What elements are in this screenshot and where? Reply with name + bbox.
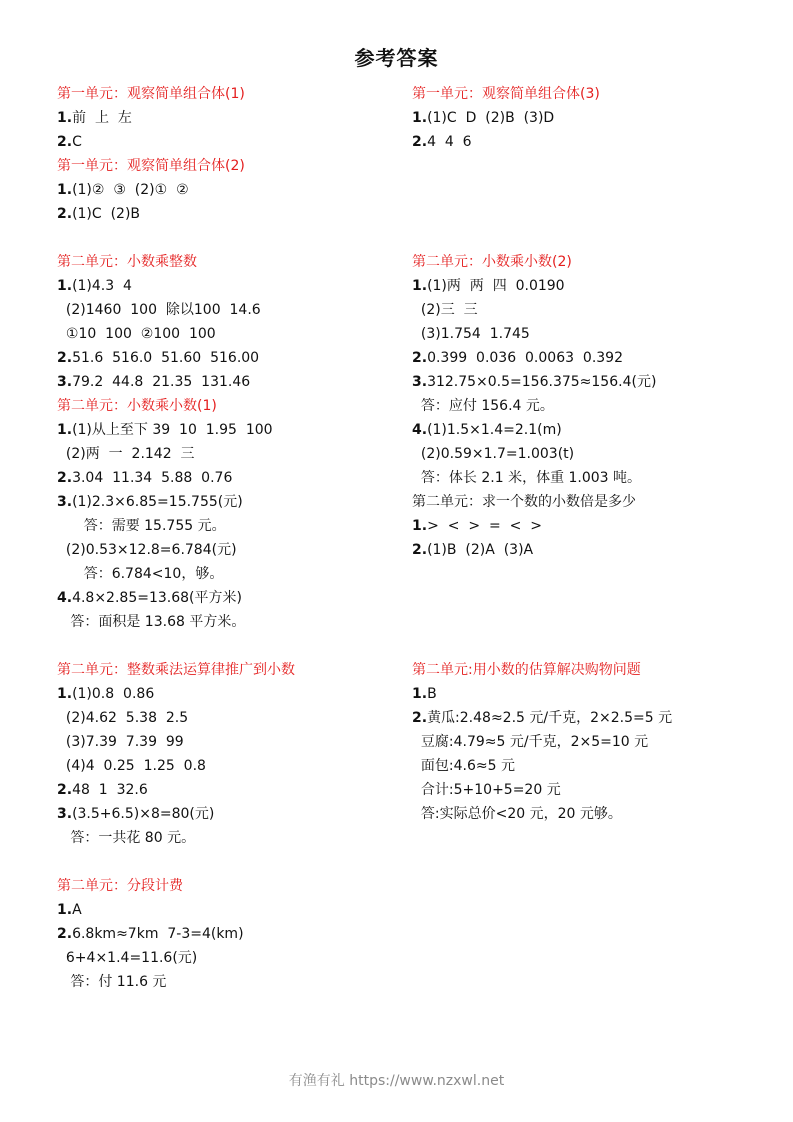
question-number: 1. xyxy=(57,686,73,702)
answer-line xyxy=(412,538,656,562)
section-heading xyxy=(57,82,245,106)
question-number: 4. xyxy=(412,422,428,438)
question-number: 2. xyxy=(57,782,73,798)
answer-text: (3.5+6.5)×8=80(元) xyxy=(72,806,215,822)
answer-line xyxy=(412,322,656,346)
answer-text: (2)两 一 2.142 三 xyxy=(57,446,195,462)
question-number: 1. xyxy=(57,182,73,198)
section-heading xyxy=(57,394,273,418)
question-number: 3. xyxy=(57,494,73,510)
answer-line xyxy=(57,490,273,514)
question-number: 1. xyxy=(57,110,73,126)
heading-text: 第二单元：整数乘法运算律推广到小数 xyxy=(57,662,295,678)
answer-text: A xyxy=(72,902,82,918)
answer-line xyxy=(57,754,295,778)
question-number: 4. xyxy=(57,590,73,606)
answer-line xyxy=(412,370,656,394)
question-number: 1. xyxy=(57,902,73,918)
answer-text: 答：需要 15.755 元。 xyxy=(57,518,226,534)
answer-text: (1)4.3 4 xyxy=(72,278,132,294)
heading-text: 第一单元：观察简单组合体(3) xyxy=(412,86,600,102)
answer-section xyxy=(57,874,244,994)
answer-text: 6.8km≈7km 7-3=4(km) xyxy=(72,926,244,942)
answer-text: (2)三 三 xyxy=(412,302,478,318)
answer-text: 答：一共花 80 元。 xyxy=(57,830,196,846)
answer-text: 3.04 11.34 5.88 0.76 xyxy=(72,470,233,486)
footer-watermark: 有渔有礼 https://www.nzxwl.net xyxy=(288,1073,505,1089)
answer-line xyxy=(57,298,273,322)
answer-line xyxy=(57,442,273,466)
question-number: 3. xyxy=(412,374,428,390)
question-number: 2. xyxy=(57,206,73,222)
answer-section xyxy=(57,82,245,226)
answer-line xyxy=(57,562,273,586)
question-number: 1. xyxy=(412,518,428,534)
answer-line xyxy=(57,946,244,970)
answer-line xyxy=(57,202,245,226)
heading-text: 第一单元：观察简单组合体(1) xyxy=(57,86,245,102)
answer-line xyxy=(57,178,245,202)
section-heading xyxy=(57,658,295,682)
section-heading xyxy=(57,250,273,274)
answer-line xyxy=(57,586,273,610)
answer-section xyxy=(412,658,672,826)
answer-text: (2)4.62 5.38 2.5 xyxy=(57,710,189,726)
answer-text: ①10 100 ②100 100 xyxy=(57,326,216,342)
question-number: 2. xyxy=(57,470,73,486)
answer-line xyxy=(57,898,244,922)
question-number: 2. xyxy=(412,134,428,150)
answer-line xyxy=(412,394,656,418)
heading-text: 第二单元：求一个数的小数倍是多少 xyxy=(412,494,636,510)
answer-text: (1)C (2)B xyxy=(72,206,141,222)
answer-text: 答:实际总价<20 元，20 元够。 xyxy=(412,806,622,822)
answer-text: (2)0.53×12.8=6.784(元) xyxy=(57,542,237,558)
answer-text: (1)2.3×6.85=15.755(元) xyxy=(72,494,243,510)
answer-line xyxy=(57,322,273,346)
section-heading xyxy=(412,658,672,682)
answer-line xyxy=(57,130,245,154)
answer-line xyxy=(57,970,244,994)
answer-line xyxy=(412,802,672,826)
answer-line xyxy=(57,418,273,442)
question-number: 1. xyxy=(57,422,73,438)
answer-line xyxy=(57,274,273,298)
answer-section xyxy=(57,250,273,634)
answer-text: (1)两 两 四 0.0190 xyxy=(427,278,565,294)
heading-text: 第二单元：分段计费 xyxy=(57,878,183,894)
answer-line xyxy=(57,610,273,634)
answer-text: (2)0.59×1.7=1.003(t) xyxy=(412,446,575,462)
answer-line xyxy=(57,706,295,730)
answer-text: 4.8×2.85=13.68(平方米) xyxy=(72,590,242,606)
question-number: 2. xyxy=(57,134,73,150)
answer-text: 答：体长 2.1 米，体重 1.003 吨。 xyxy=(412,470,642,486)
answer-line xyxy=(412,730,672,754)
answer-line xyxy=(57,730,295,754)
answer-line xyxy=(57,802,295,826)
answer-line xyxy=(57,826,295,850)
answer-text: (1)1.5×1.4=2.1(m) xyxy=(427,422,562,438)
answer-text: (1)C D (2)B (3)D xyxy=(427,110,555,126)
heading-text: 第二单元:用小数的估算解决购物问题 xyxy=(412,662,641,678)
answer-line xyxy=(412,106,600,130)
heading-text: 第二单元：小数乘小数(2) xyxy=(412,254,572,270)
question-number: 1. xyxy=(412,110,428,126)
answer-text: 面包:4.6≈5 元 xyxy=(412,758,515,774)
answer-text: (2)1460 100 除以100 14.6 xyxy=(57,302,261,318)
question-number: 2. xyxy=(57,350,73,366)
answer-section xyxy=(412,82,600,154)
question-number: 2. xyxy=(57,926,73,942)
answer-line xyxy=(57,778,295,802)
answer-text: (1)② ③ (2)① ② xyxy=(72,182,189,198)
answer-line xyxy=(412,418,656,442)
question-number: 2. xyxy=(412,350,428,366)
answer-line xyxy=(57,370,273,394)
question-number: 2. xyxy=(412,542,428,558)
answer-text: 黄瓜:2.48≈2.5 元/千克，2×2.5=5 元 xyxy=(427,710,673,726)
answer-text: 312.75×0.5=156.375≈156.4(元) xyxy=(427,374,657,390)
answer-text: (1)从上至下 39 10 1.95 100 xyxy=(72,422,273,438)
answer-line xyxy=(57,682,295,706)
answer-line xyxy=(57,106,245,130)
answer-text: (3)7.39 7.39 99 xyxy=(57,734,184,750)
section-heading xyxy=(412,82,600,106)
answer-text: (1)B (2)A (3)A xyxy=(427,542,534,558)
question-number: 3. xyxy=(57,374,73,390)
answer-line xyxy=(57,922,244,946)
answer-text: 答：付 11.6 元 xyxy=(57,974,167,990)
answer-text: 4 4 6 xyxy=(427,134,472,150)
heading-text: 第二单元：小数乘整数 xyxy=(57,254,197,270)
heading-text: 第二单元：小数乘小数(1) xyxy=(57,398,217,414)
answer-text: 答：应付 156.4 元。 xyxy=(412,398,554,414)
section-heading xyxy=(57,154,245,178)
question-number: 1. xyxy=(412,686,428,702)
answer-text: 前 上 左 xyxy=(72,110,132,126)
answer-line xyxy=(412,346,656,370)
question-number: 1. xyxy=(412,278,428,294)
answer-line xyxy=(57,538,273,562)
answer-text: C xyxy=(72,134,82,150)
answer-line xyxy=(57,514,273,538)
answer-line xyxy=(57,466,273,490)
answer-line xyxy=(412,298,656,322)
answer-section xyxy=(57,658,295,850)
answer-line xyxy=(412,130,600,154)
answer-text: (4)4 0.25 1.25 0.8 xyxy=(57,758,206,774)
question-number: 3. xyxy=(57,806,73,822)
answer-text: 答：面积是 13.68 平方米。 xyxy=(57,614,246,630)
answer-section xyxy=(412,250,656,562)
section-heading xyxy=(412,490,656,514)
page-title: 参考答案 xyxy=(354,46,439,70)
answer-text: 6+4×1.4=11.6(元) xyxy=(57,950,198,966)
answer-text: (3)1.754 1.745 xyxy=(412,326,530,342)
answer-text: 0.399 0.036 0.0063 0.392 xyxy=(427,350,623,366)
answer-line xyxy=(412,442,656,466)
question-number: 2. xyxy=(412,710,428,726)
answer-text: 51.6 516.0 51.60 516.00 xyxy=(72,350,260,366)
section-heading xyxy=(57,874,244,898)
answer-line xyxy=(412,706,672,730)
answer-text: 豆腐:4.79≈5 元/千克，2×5=10 元 xyxy=(412,734,649,750)
question-number: 1. xyxy=(57,278,73,294)
answer-text: B xyxy=(427,686,437,702)
answer-line xyxy=(412,778,672,802)
answer-text: 79.2 44.8 21.35 131.46 xyxy=(72,374,251,390)
answer-line xyxy=(412,514,656,538)
answer-text: (1)0.8 0.86 xyxy=(72,686,155,702)
answer-text: 48 1 32.6 xyxy=(72,782,148,798)
answer-line xyxy=(412,466,656,490)
answer-line xyxy=(412,754,672,778)
answer-text: > < > = < > xyxy=(427,518,542,534)
answer-text: 合计:5+10+5=20 元 xyxy=(412,782,561,798)
heading-text: 第一单元：观察简单组合体(2) xyxy=(57,158,245,174)
answer-text: 答：6.784<10，够。 xyxy=(57,566,224,582)
answer-line xyxy=(412,682,672,706)
answer-line xyxy=(412,274,656,298)
answer-line xyxy=(57,346,273,370)
section-heading xyxy=(412,250,656,274)
